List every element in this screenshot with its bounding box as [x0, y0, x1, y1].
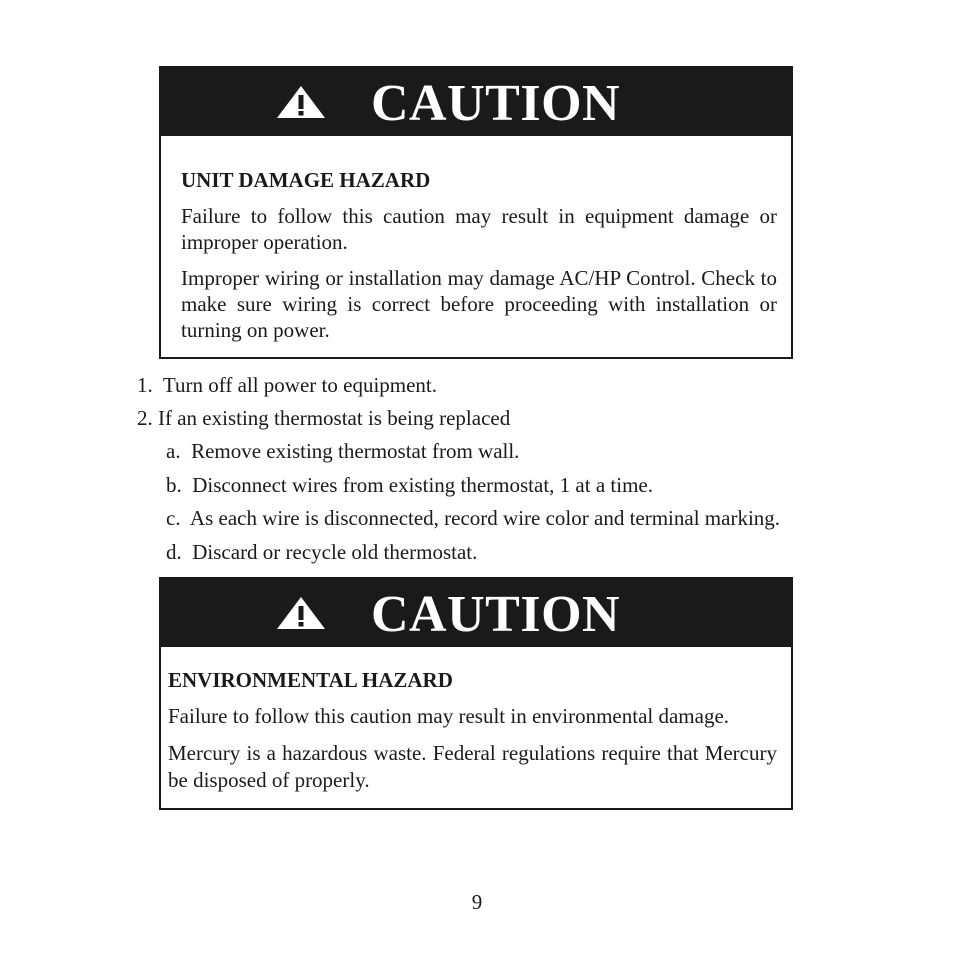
step-text: Disconnect wires from existing thermostat, 1 at a time. [192, 473, 653, 497]
hazard-paragraph: Failure to follow this caution may result in equipment damage or improper operation. [181, 204, 777, 255]
step-marker: b. [166, 473, 182, 497]
step-marker: 1. [137, 373, 153, 397]
caution-box-unit-damage [159, 66, 793, 359]
page-number: 9 [471, 890, 483, 914]
step-item [137, 372, 437, 398]
step-text: Remove existing thermostat from wall. [191, 439, 520, 463]
caution-title: CAUTION [371, 75, 621, 132]
caution-box-environmental [159, 577, 793, 810]
hazard-title: ENVIRONMENTAL HAZARD [168, 668, 453, 692]
caution-header [161, 579, 791, 647]
hazard-paragraph: Mercury is a hazardous waste. Federal regulations require that Mercury be disposed of properly. [168, 741, 777, 793]
warning-triangle-icon [275, 595, 327, 631]
step-item [137, 405, 510, 431]
caution-body [161, 668, 791, 808]
step-text: If an existing thermostat is being replaced [158, 406, 511, 430]
hazard-title: UNIT DAMAGE HAZARD [181, 168, 431, 192]
step-marker: a. [166, 439, 181, 463]
step-marker: 2. [137, 406, 153, 430]
step-text: Turn off all power to equipment. [162, 373, 438, 397]
substep-item [166, 539, 477, 565]
caution-title: CAUTION [371, 586, 621, 643]
step-text: As each wire is disconnected, record wire color and terminal marking. [189, 506, 781, 530]
substep-item [166, 472, 653, 498]
warning-triangle-icon [275, 84, 327, 120]
caution-header [161, 68, 791, 136]
step-text: Discard or recycle old thermostat. [192, 540, 478, 564]
substep-item [166, 438, 519, 464]
hazard-paragraph: Improper wiring or installation may damage AC/HP Control. Check to make sure wiring is correct before proceeding with installation or turning on power. [181, 266, 777, 343]
hazard-paragraph: Failure to follow this caution may result in environmental damage. [168, 704, 730, 729]
step-marker: d. [166, 540, 182, 564]
substep-item [166, 505, 780, 531]
step-marker: c. [166, 506, 181, 530]
caution-body [161, 168, 791, 357]
